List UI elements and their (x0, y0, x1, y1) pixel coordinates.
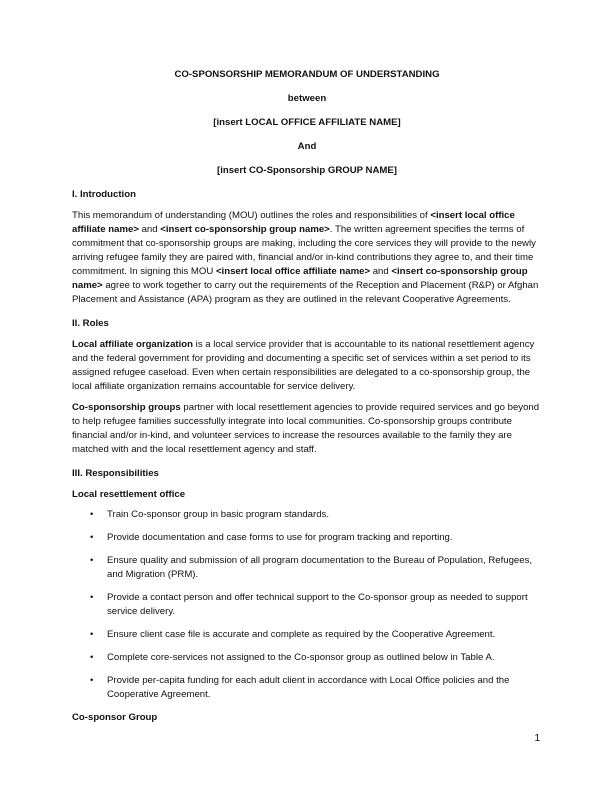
intro-text-2: and (138, 224, 161, 235)
intro-text-3: . The written agreement specifies the terms of commitment that co-sponsorship groups are making, including the core services they will provide to the newly arriving refugee family they are paired with, financial and/or in-kind contributions they agree to, and their time commitment. In signing this MOU (72, 224, 536, 277)
between-label: between (287, 93, 327, 104)
affiliate-term: Local affiliate organization (72, 339, 194, 350)
group-name-placeholder: [insert CO-Sponsorship GROUP NAME] (217, 165, 397, 176)
roles-cosponsor-paragraph (72, 401, 542, 457)
roles-affiliate-paragraph (72, 338, 542, 394)
list-item: • Ensure quality and submission of all program documentation to the Bureau of Population, Refugees, and Migration (PRM). (90, 555, 533, 580)
page-number: 1 (534, 733, 540, 744)
intro-text-1: This memorandum of understanding (MOU) outlines the roles and responsibilities of (72, 210, 431, 221)
intro-affiliate-placeholder-1: <insert local office affiliate name> (72, 210, 515, 235)
document-title: CO-SPONSORSHIP MEMORANDUM OF UNDERSTANDING (174, 69, 440, 80)
responsibilities-heading: III. Responsibilities (72, 468, 159, 479)
list-item: • Provide per-capita funding for each adult client in accordance with Local Office policies and the Cooperative Agreement. (90, 675, 510, 700)
introduction-heading: I. Introduction (72, 189, 136, 200)
intro-group-placeholder-1: <insert co-sponsorship group name> (160, 224, 330, 235)
intro-text-4: and (370, 266, 392, 277)
introduction-paragraph (72, 209, 542, 307)
cosponsor-term: Co-sponsorship groups (72, 402, 181, 413)
affiliate-definition: is a local service provider that is accountable to its national resettlement agency and the federal government for providing and documenting a specific set of services within a set period to its assigned refugee caseload. Even when certain responsibilities are delegated to a co-sponsorship group, the local affiliate organization remains accountable for service delivery. (72, 339, 535, 392)
intro-group-placeholder-2: <insert co-sponsorship group name> (72, 266, 528, 291)
list-item: • Train Co-sponsor group in basic program standards. (90, 509, 330, 520)
intro-affiliate-placeholder-2: <insert local office affiliate name> (215, 266, 371, 277)
intro-text-5: agree to work together to carry out the requirements of the Reception and Placement (R&P) or Afghan Placement and Assistance (APA) program as they are outlined in the relevant Cooperative Agreements. (72, 280, 539, 305)
list-item: • Provide documentation and case forms to use for program tracking and reporting. (90, 532, 453, 543)
cosponsor-definition: partner with local resettlement agencies to provide required services and go beyond to help refugee families successfully integrate into local communities. Co-sponsorship groups contribute financial and/or in-kind, and volunteer services to increase the resources available to the family they are matched with and the local resettlement agency and staff. (72, 402, 540, 455)
list-item: • Complete core-services not assigned to the Co-sponsor group as outlined below in Table A. (90, 652, 495, 663)
document-body (72, 68, 542, 725)
and-label: And (297, 141, 317, 152)
affiliate-name-placeholder: [insert LOCAL OFFICE AFFILIATE NAME] (213, 117, 401, 128)
local-office-heading: Local resettlement office (72, 489, 186, 500)
list-item: • Ensure client case file is accurate and complete as required by the Cooperative Agreement. (90, 629, 496, 640)
cosponsor-group-heading: Co-sponsor Group (72, 712, 158, 723)
roles-heading: II. Roles (72, 318, 109, 329)
list-item: • Provide a contact person and offer technical support to the Co-sponsor group as needed to support service delivery. (90, 592, 528, 617)
local-office-responsibilities-list (72, 508, 542, 702)
